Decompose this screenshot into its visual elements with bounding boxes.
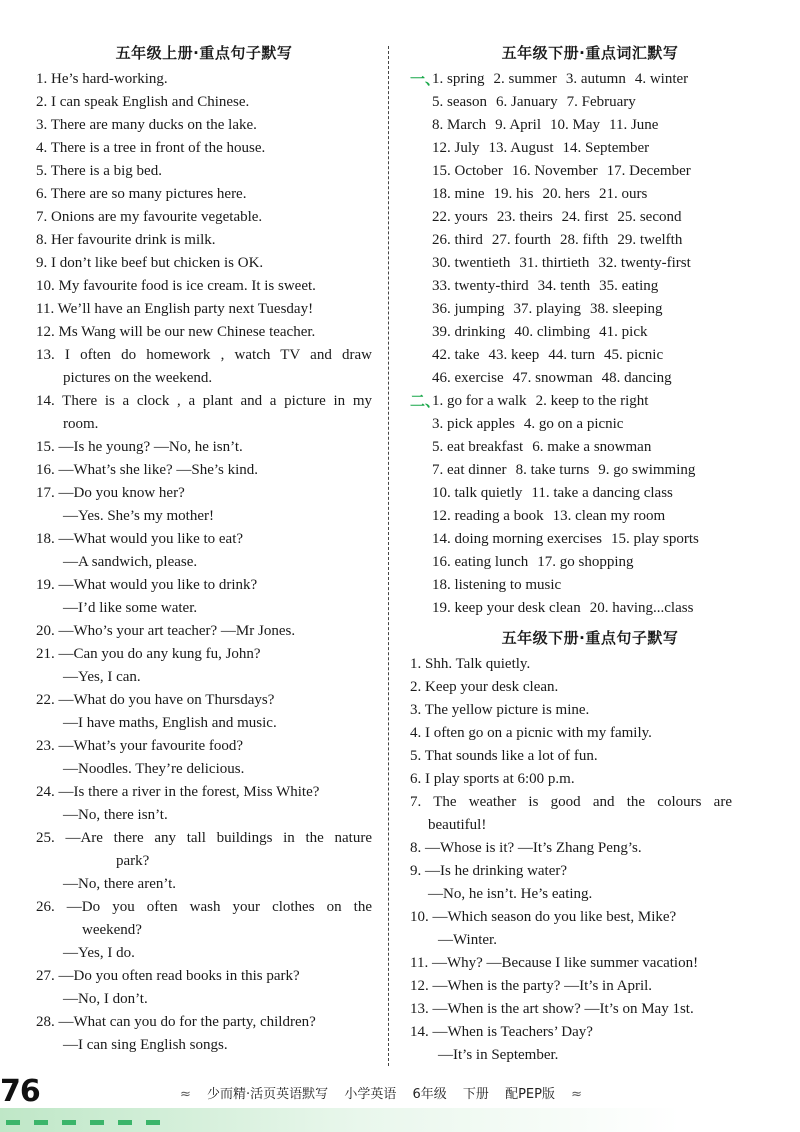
sentence-answer: —I’d like some water.: [63, 600, 198, 616]
sentence-line: 16. —What’s she like? —She’s kind.: [36, 462, 259, 478]
sentence-line: 26. —Do you often wash your clothes on the: [36, 899, 372, 915]
vocab-item: 12. reading a book: [432, 508, 544, 524]
vocab-item: 8. March: [432, 117, 487, 133]
sentence-answer: —Yes, I can.: [63, 669, 141, 685]
vocab-item: 13. clean my room: [552, 508, 666, 524]
vocab-row: [410, 459, 770, 482]
vocab-row: [410, 390, 770, 413]
vocab-item: 4. winter: [634, 71, 689, 87]
sentence-line: 4. There is a tree in front of the house.: [36, 140, 266, 156]
footer-info: [180, 1083, 594, 1102]
wave-icon: ≈: [571, 1087, 583, 1102]
sentence-answer: —No, there aren’t.: [63, 876, 177, 892]
vocab-item: 33. twenty-third: [432, 278, 529, 294]
sentence-line: 24. —Is there a river in the forest, Miss White?: [36, 784, 320, 800]
vocab-item: 3. pick apples: [432, 416, 515, 432]
vocab-row: [410, 298, 770, 321]
sentence-line: 11. —Why? —Because I like summer vacation!: [410, 955, 699, 971]
vocab-item: 32. twenty-first: [598, 255, 691, 271]
vocab-item: 4. go on a picnic: [523, 416, 624, 432]
sentence-line: 1. Shh. Talk quietly.: [410, 656, 531, 672]
sentence-line: 9. I don’t like beef but chicken is OK.: [36, 255, 264, 271]
vocab-row: [410, 183, 770, 206]
vocab-row: [410, 206, 770, 229]
vocab-row: [410, 68, 770, 91]
sentence-continuation: beautiful!: [428, 817, 487, 833]
vocab-row: [410, 160, 770, 183]
sentence-line: 19. —What would you like to drink?: [36, 577, 258, 593]
sentence-line: 2. I can speak English and Chinese.: [36, 94, 250, 110]
sentence-line: 3. The yellow picture is mine.: [410, 702, 590, 718]
vocab-section-title: 五年级下册·重点词汇默写: [501, 44, 679, 62]
vocab-item: 19. his: [493, 186, 534, 202]
grade-label: 6年级: [412, 1087, 447, 1102]
sentence-answer: —Winter.: [438, 932, 497, 948]
vocab-words-list: [410, 68, 770, 390]
vocab-item: 14. September: [562, 140, 650, 156]
sentence-list: [36, 68, 372, 1057]
vocab-item: 13. August: [488, 140, 554, 156]
vocab-item: 7. February: [566, 94, 636, 110]
vocab-row: [410, 229, 770, 252]
sentence-line: 10. —Which season do you like best, Mike?: [410, 909, 677, 925]
sentence-line: 5. There is a big bed.: [36, 163, 162, 179]
footer-dash: [90, 1120, 104, 1125]
vocab-row: [410, 528, 770, 551]
vocab-row: [410, 114, 770, 137]
vocab-item: 26. third: [432, 232, 483, 248]
sentence-answer: —No, there isn’t.: [63, 807, 168, 823]
vocab-item: 17. December: [606, 163, 691, 179]
column-divider: [388, 46, 389, 1066]
vocab-item: 1. go for a walk: [432, 393, 527, 409]
sentence-line: 2. Keep your desk clean.: [410, 679, 559, 695]
vocab-item: 40. climbing: [514, 324, 591, 340]
sentence-line: 10. My favourite food is ice cream. It is sweet.: [36, 278, 316, 294]
sentence-line: 1. He’s hard-working.: [36, 71, 168, 87]
vocab-item: 6. January: [496, 94, 558, 110]
vocab-item: 28. fifth: [560, 232, 609, 248]
sentence-section-title: 五年级下册·重点句子默写: [501, 629, 679, 647]
sentence-line: 7. The weather is good and the colours are: [410, 794, 732, 810]
part-marker: 二、: [410, 392, 441, 410]
sentence-answer: —Yes. She’s my mother!: [63, 508, 214, 524]
vocab-item: 9. April: [495, 117, 541, 133]
vocab-item: 24. first: [561, 209, 609, 225]
sentence-line: 25. —Are there any tall buildings in the nature: [36, 830, 372, 846]
vocab-item: 41. pick: [599, 324, 648, 340]
vocab-item: 2. keep to the right: [535, 393, 649, 409]
sentence-continuation: room.: [63, 416, 99, 432]
sentence-line: 22. —What do you have on Thursdays?: [36, 692, 275, 708]
vocab-item: 18. mine: [432, 186, 485, 202]
sentence-line: 23. —What’s your favourite food?: [36, 738, 244, 754]
sentence-answer: —Yes, I do.: [63, 945, 135, 961]
vocab-item: 8. take turns: [515, 462, 590, 478]
vocab-item: 37. playing: [513, 301, 582, 317]
vocab-item: 45. picnic: [603, 347, 664, 363]
vocab-item: 48. dancing: [601, 370, 672, 386]
vocab-item: 5. eat breakfast: [432, 439, 524, 455]
vocab-row: [410, 597, 770, 620]
sentence-line: 13. —When is the art show? —It’s on May 1st.: [410, 1001, 694, 1017]
vocab-row: [410, 482, 770, 505]
sentence-line: 14. There is a clock , a plant and a picture in my: [36, 393, 372, 409]
vocab-item: 20. hers: [542, 186, 591, 202]
sentence-line: 4. I often go on a picnic with my family.: [410, 725, 652, 741]
sentence-line: 21. —Can you do any kung fu, John?: [36, 646, 261, 662]
vocab-item: 7. eat dinner: [432, 462, 507, 478]
footer-dash: [146, 1120, 160, 1125]
sentence-line: 8. Her favourite drink is milk.: [36, 232, 216, 248]
right-column: [410, 38, 770, 1067]
section-title: 五年级上册·重点句子默写: [115, 44, 293, 62]
vocab-row: [410, 91, 770, 114]
sentence-line: 9. —Is he drinking water?: [410, 863, 568, 879]
footer-dash: [6, 1120, 20, 1125]
vocab-item: 36. jumping: [432, 301, 505, 317]
vocab-item: 1. spring: [432, 71, 485, 87]
vocab-item: 38. sleeping: [590, 301, 663, 317]
vocab-item: 31. thirtieth: [519, 255, 590, 271]
vocab-item: 11. June: [609, 117, 659, 133]
sentence-line: 8. —Whose is it? —It’s Zhang Peng’s.: [410, 840, 642, 856]
sentence-line: 12. —When is the party? —It’s in April.: [410, 978, 653, 994]
vocab-item: 20. having...class: [589, 600, 694, 616]
vocab-row: [410, 574, 770, 597]
vocab-item: 16. eating lunch: [432, 554, 529, 570]
vocab-item: 35. eating: [599, 278, 659, 294]
left-column: [36, 38, 372, 1057]
vocab-item: 10. talk quietly: [432, 485, 523, 501]
sentence-line: 14. —When is Teachers’ Day?: [410, 1024, 593, 1040]
vocab-item: 21. ours: [599, 186, 648, 202]
vocab-item: 3. autumn: [565, 71, 626, 87]
part-marker: 一、: [410, 70, 441, 88]
vocab-row: [410, 321, 770, 344]
vocab-item: 46. exercise: [432, 370, 504, 386]
sentence-continuation: weekend?: [82, 922, 142, 938]
vocab-item: 19. keep your desk clean: [432, 600, 581, 616]
sentence-line: 6. I play sports at 6:00 p.m.: [410, 771, 575, 787]
vocab-item: 12. July: [432, 140, 480, 156]
vocab-item: 10. May: [550, 117, 600, 133]
vocab-item: 29. twelfth: [617, 232, 683, 248]
sentence-answer: —I can sing English songs.: [63, 1037, 228, 1053]
vocab-row: [410, 137, 770, 160]
sentence-continuation: park?: [116, 853, 150, 869]
subject-label: 小学英语: [344, 1087, 397, 1102]
vocab-row: [410, 436, 770, 459]
vocab-item: 5. season: [432, 94, 487, 110]
sentence-continuation: pictures on the weekend.: [63, 370, 213, 386]
sentence-answer: —No, I don’t.: [63, 991, 148, 1007]
vocab-item: 43. keep: [488, 347, 540, 363]
vocab-row: [410, 344, 770, 367]
sentence-list: [410, 653, 770, 1067]
sentence-line: 3. There are many ducks on the lake.: [36, 117, 257, 133]
sentence-line: 13. I often do homework , watch TV and draw: [36, 347, 372, 363]
vocab-item: 42. take: [432, 347, 480, 363]
vocab-item: 27. fourth: [491, 232, 552, 248]
vocab-item: 22. yours: [432, 209, 488, 225]
vocab-item: 18. listening to music: [432, 577, 562, 593]
vocab-item: 15. play sports: [610, 531, 699, 547]
sentence-line: 11. We’ll have an English party next Tuesday!: [36, 301, 314, 317]
vocab-row: [410, 275, 770, 298]
vocab-item: 25. second: [617, 209, 682, 225]
vocab-item: 14. doing morning exercises: [432, 531, 602, 547]
vocab-item: 39. drinking: [432, 324, 506, 340]
vocab-item: 9. go swimming: [598, 462, 696, 478]
footer-dash: [118, 1120, 132, 1125]
term-label: 下册: [462, 1087, 489, 1102]
sentence-answer: —Noodles. They’re delicious.: [63, 761, 245, 777]
sentence-line: 18. —What would you like to eat?: [36, 531, 244, 547]
vocab-item: 15. October: [432, 163, 503, 179]
edition-label: 配PEP版: [505, 1087, 555, 1102]
vocab-item: 6. make a snowman: [532, 439, 652, 455]
vocab-item: 30. twentieth: [432, 255, 511, 271]
vocab-phrases-list: [410, 390, 770, 620]
vocab-item: 16. November: [511, 163, 598, 179]
vocab-item: 47. snowman: [512, 370, 593, 386]
sentence-line: 17. —Do you know her?: [36, 485, 185, 501]
vocab-row: [410, 413, 770, 436]
vocab-item: 2. summer: [493, 71, 557, 87]
sentence-line: 20. —Who’s your art teacher? —Mr Jones.: [36, 623, 296, 639]
series-name: 少而精·活页英语默写: [207, 1087, 329, 1102]
vocab-row: [410, 367, 770, 390]
sentence-answer: —I have maths, English and music.: [63, 715, 277, 731]
sentence-line: 15. —Is he young? —No, he isn’t.: [36, 439, 243, 455]
vocab-item: 17. go shopping: [537, 554, 634, 570]
vocab-row: [410, 505, 770, 528]
sentence-answer: —No, he isn’t. He’s eating.: [428, 886, 593, 902]
sentence-line: 5. That sounds like a lot of fun.: [410, 748, 598, 764]
vocab-row: [410, 551, 770, 574]
page-number: 76: [0, 1074, 40, 1109]
sentence-answer: —It’s in September.: [438, 1047, 559, 1063]
vocab-item: 34. tenth: [537, 278, 591, 294]
footer-dash: [34, 1120, 48, 1125]
sentence-line: 28. —What can you do for the party, children?: [36, 1014, 316, 1030]
sentence-line: 12. Ms Wang will be our new Chinese teacher.: [36, 324, 316, 340]
sentence-line: 27. —Do you often read books in this park?: [36, 968, 300, 984]
vocab-item: 11. take a dancing class: [531, 485, 673, 501]
footer-dash: [62, 1120, 76, 1125]
sentence-line: 6. There are so many pictures here.: [36, 186, 247, 202]
vocab-item: 23. theirs: [496, 209, 553, 225]
vocab-row: [410, 252, 770, 275]
vocab-item: 44. turn: [548, 347, 595, 363]
sentence-answer: —A sandwich, please.: [63, 554, 198, 570]
wave-icon: ≈: [180, 1087, 191, 1102]
sentence-line: 7. Onions are my favourite vegetable.: [36, 209, 263, 225]
